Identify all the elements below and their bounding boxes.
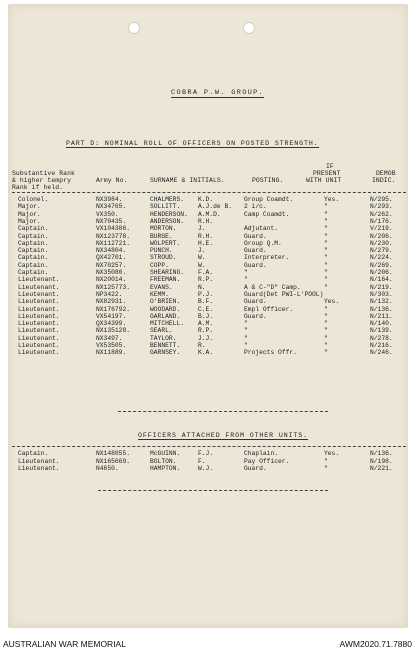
initials-cell: C.E.: [198, 305, 214, 313]
table-row: [8, 262, 408, 269]
table-row: [8, 327, 408, 334]
posting-cell: ": [244, 334, 248, 342]
rank-cell: Lieutenant.: [18, 327, 60, 335]
demob-cell: N/132.: [370, 298, 393, 306]
surname-cell: COPP.: [150, 261, 169, 269]
army-number-cell: NX176792.: [96, 305, 131, 313]
rank-cell: Captain.: [18, 239, 49, 247]
present-cell: Yes.: [324, 196, 340, 203]
surname-cell: SHEARING.: [150, 269, 185, 276]
initials-cell: R.: [198, 342, 206, 349]
rank-cell: Captain.: [18, 232, 49, 240]
rank-cell: Lieutenant.: [18, 320, 60, 328]
initials-cell: H.E.: [198, 239, 214, 247]
demob-cell: V/219.: [370, 225, 393, 233]
table-row: [8, 211, 408, 218]
demob-cell: N/224.: [370, 254, 393, 262]
present-cell: ": [324, 276, 328, 284]
initials-cell: R.H.: [198, 217, 214, 225]
present-cell: ": [324, 232, 328, 240]
initials-cell: W.: [198, 261, 206, 269]
rank-cell: Lieutenant.: [18, 283, 60, 291]
army-number-cell: QX34399.: [96, 320, 127, 328]
present-cell: ": [324, 305, 328, 313]
initials-cell: A.M.: [198, 320, 214, 328]
posting-cell: ": [244, 327, 248, 335]
demob-cell: N/139.: [370, 327, 393, 335]
initials-cell: B.J.: [198, 312, 214, 320]
demob-cell: N/216.: [370, 342, 393, 349]
present-cell: ": [324, 203, 328, 211]
table-row: [8, 298, 408, 305]
present-cell: ": [324, 269, 328, 276]
posting-cell: Group Q.M.: [244, 239, 282, 247]
posting-cell: Empl Officer.: [244, 305, 294, 313]
army-number-cell: NX125773.: [96, 283, 131, 291]
surname-cell: STROUD.: [150, 254, 177, 262]
posting-cell: Camp Coamdt.: [244, 210, 290, 218]
header-demob-2: INDIC.: [372, 177, 396, 184]
attached-heading: OFFICERS ATTACHED FROM OTHER UNITS.: [138, 432, 308, 439]
army-number-cell: NX123778.: [96, 232, 131, 240]
rank-cell: Lieutenant.: [18, 305, 60, 313]
rank-cell: Captain.: [18, 450, 49, 457]
surname-cell: KEMM.: [150, 290, 169, 298]
present-cell: ": [324, 320, 328, 328]
rank-cell: Major.: [18, 203, 41, 211]
demob-cell: N/176.: [370, 217, 393, 225]
posting-cell: Guard.: [244, 247, 267, 255]
army-number-cell: NP3422.: [96, 290, 123, 298]
army-number-cell: NX112721.: [96, 239, 131, 247]
initials-cell: F.J.: [198, 450, 214, 457]
army-number-cell: NX135128.: [96, 327, 131, 335]
posting-cell: Interpreter.: [244, 254, 290, 262]
surname-cell: BOLTON.: [150, 457, 177, 465]
table-row: [8, 313, 408, 320]
punch-hole: [243, 22, 255, 34]
surname-cell: WOODARD.: [150, 305, 181, 313]
rank-cell: Captain.: [18, 269, 49, 276]
initials-cell: R.P.: [198, 276, 214, 284]
rank-cell: Captain.: [18, 225, 49, 233]
header-present-3: WITH UNIT: [306, 177, 342, 184]
posting-cell: Guard.: [244, 232, 267, 240]
rank-cell: Captain.: [18, 254, 49, 262]
surname-cell: WOLPERT.: [150, 239, 181, 247]
army-number-cell: VX350.: [96, 210, 119, 218]
initials-cell: K.A.: [198, 349, 214, 357]
surname-cell: BURGE.: [150, 232, 173, 240]
initials-cell: F.: [198, 457, 206, 465]
army-number-cell: NX165669.: [96, 457, 131, 465]
present-cell: ": [324, 312, 328, 320]
posting-cell: Guard.: [244, 261, 267, 269]
present-cell: ": [324, 465, 328, 473]
present-cell: ": [324, 225, 328, 233]
army-number-cell: NX3984.: [96, 196, 123, 203]
rank-cell: Colonel.: [18, 196, 49, 203]
rank-cell: Major.: [18, 217, 41, 225]
army-number-cell: NX20014.: [96, 276, 127, 284]
end-divider: [98, 490, 328, 491]
footer-credit: AUSTRALIAN WAR MEMORIAL: [3, 639, 126, 649]
initials-cell: N.: [198, 283, 206, 291]
posting-cell: ": [244, 320, 248, 328]
rank-cell: Captain.: [18, 261, 49, 269]
demob-cell: N/221.: [370, 465, 393, 473]
initials-cell: A.M.D.: [198, 210, 221, 218]
surname-cell: BENNETT.: [150, 342, 181, 349]
army-number-cell: NX70435.: [96, 217, 127, 225]
table-row: [8, 225, 408, 232]
header-rank-3: Rank if held.: [12, 184, 64, 191]
rank-cell: Lieutenant.: [18, 457, 60, 465]
document-title: COBRA P.W. GROUP.: [171, 89, 265, 97]
initials-cell: J.: [198, 247, 206, 255]
demob-cell: N/303.: [370, 290, 393, 298]
rank-cell: Captain.: [18, 247, 49, 255]
attached-rule: [12, 446, 406, 447]
army-number-cell: VX53505.: [96, 342, 127, 349]
rank-cell: Lieutenant.: [18, 312, 60, 320]
table-row: [8, 203, 408, 210]
army-number-cell: NX148055.: [96, 450, 131, 457]
surname-cell: ANDERSON.: [150, 217, 185, 225]
header-rank-1: Substantive Rank: [12, 170, 75, 177]
army-number-cell: NX34804.: [96, 247, 127, 255]
footer-accession-number: AWM2020.71.7880: [339, 639, 412, 649]
demob-cell: N/230.: [370, 239, 393, 247]
posting-cell: Projects Offr.: [244, 349, 297, 357]
demob-cell: N/279.: [370, 247, 393, 255]
surname-cell: MITCHELL.: [150, 320, 185, 328]
archive-footer: [0, 634, 418, 653]
surname-cell: CHALMERS.: [150, 196, 185, 203]
table-row: [8, 458, 408, 465]
initials-cell: K.D.: [198, 196, 214, 203]
demob-cell: N/198.: [370, 457, 393, 465]
table-row: [8, 465, 408, 472]
demob-cell: N/164.: [370, 276, 393, 284]
army-number-cell: NX3497.: [96, 334, 123, 342]
initials-cell: W.J.: [198, 465, 214, 473]
present-cell: Yes.: [324, 450, 340, 457]
present-cell: ": [324, 457, 328, 465]
table-row: [8, 335, 408, 342]
army-number-cell: NX11889.: [96, 349, 127, 357]
army-number-cell: NX34765.: [96, 203, 127, 211]
header-surname: SURNAME & INITIALS.: [150, 177, 225, 184]
table-row: [8, 269, 408, 276]
posting-cell: Pay Officer.: [244, 457, 290, 465]
demob-cell: N/136.: [370, 450, 393, 457]
initials-cell: W.: [198, 254, 206, 262]
surname-cell: O'BRIEN.: [150, 298, 181, 306]
posting-cell: Guard.: [244, 465, 267, 473]
posting-cell: Guard.: [244, 298, 267, 306]
demob-cell: N/269.: [370, 261, 393, 269]
posting-cell: Guard.: [244, 312, 267, 320]
initials-cell: J.J.: [198, 334, 214, 342]
surname-cell: HAMPTON.: [150, 465, 181, 473]
table-row: [8, 240, 408, 247]
posting-cell: ": [244, 276, 248, 284]
demob-cell: N/136.: [370, 305, 393, 313]
posting-cell: ": [244, 269, 248, 276]
initials-cell: B.F.: [198, 298, 214, 306]
army-number-cell: NX35080.: [96, 269, 127, 276]
present-cell: ": [324, 334, 328, 342]
surname-cell: SOLLITT.: [150, 203, 181, 211]
army-number-cell: QX42701.: [96, 254, 127, 262]
rank-cell: Lieutenant.: [18, 290, 60, 298]
demob-cell: N/206.: [370, 232, 393, 240]
table-row: [8, 306, 408, 313]
army-number-cell: VX54197.: [96, 312, 127, 320]
rank-cell: Lieutenant.: [18, 298, 60, 306]
header-present-2: PRESENT: [313, 170, 341, 177]
demob-cell: N/295.: [370, 196, 393, 203]
initials-cell: A.J.de B.: [198, 203, 233, 211]
header-rule: [12, 192, 406, 193]
rank-cell: Lieutenant.: [18, 342, 60, 349]
posting-cell: A & C-"D" Camp.: [244, 283, 301, 291]
demob-cell: N/246.: [370, 349, 393, 357]
initials-cell: F.A.: [198, 269, 214, 276]
header-army-no: Army No.: [96, 177, 128, 184]
posting-cell: ": [244, 342, 248, 349]
table-row: [8, 291, 408, 298]
table-row: [8, 342, 408, 349]
table-row: [8, 320, 408, 327]
header-present-1: IF: [326, 163, 334, 170]
surname-cell: FREEMAN.: [150, 276, 181, 284]
present-cell: ": [324, 261, 328, 269]
demob-cell: N/140.: [370, 320, 393, 328]
document-page: [8, 4, 408, 628]
demob-cell: N/206.: [370, 269, 393, 276]
surname-cell: SEARL.: [150, 327, 173, 335]
rank-cell: Lieutenant.: [18, 349, 60, 357]
present-cell: ": [324, 327, 328, 335]
present-cell: ": [324, 217, 328, 225]
posting-cell: Adjutant.: [244, 225, 279, 233]
present-cell: ": [324, 349, 328, 357]
rank-cell: Lieutenant.: [18, 465, 60, 473]
table-row: [8, 276, 408, 283]
table-row: [8, 196, 408, 203]
table-row: [8, 450, 408, 457]
surname-cell: McGUINN.: [150, 450, 181, 457]
present-cell: ": [324, 283, 328, 291]
table-row: [8, 218, 408, 225]
table-row: [8, 233, 408, 240]
surname-cell: GARLAND.: [150, 312, 181, 320]
initials-cell: J.: [198, 225, 206, 233]
present-cell: ": [324, 254, 328, 262]
present-cell: ": [324, 210, 328, 218]
posting-cell: Guard(Det PWI-L'POOL): [244, 290, 324, 298]
initials-cell: R.H.: [198, 232, 214, 240]
surname-cell: EVANS.: [150, 283, 173, 291]
rank-cell: Major.: [18, 210, 41, 218]
part-heading: PART D: NOMINAL ROLL OF OFFICERS ON POSTED STRENGTH.: [66, 140, 319, 147]
section-divider: [118, 411, 328, 412]
header-posting: POSTING.: [252, 177, 284, 184]
posting-cell: Chaplain.: [244, 450, 279, 457]
posting-cell: 2 i/c.: [244, 203, 267, 211]
present-cell: Yes.: [324, 298, 340, 306]
initials-cell: R.P.: [198, 327, 214, 335]
initials-cell: P.J.: [198, 290, 214, 298]
posting-cell: Group Coamdt.: [244, 196, 294, 203]
surname-cell: MORTON.: [150, 225, 177, 233]
header-demob-1: DEMOB: [376, 170, 396, 177]
surname-cell: GARNSEY.: [150, 349, 181, 357]
present-cell: ": [324, 342, 328, 349]
table-row: [8, 284, 408, 291]
surname-cell: PUNCH.: [150, 247, 173, 255]
army-number-cell: NX82931.: [96, 298, 127, 306]
rank-cell: Lieutenant.: [18, 276, 60, 284]
demob-cell: N/278.: [370, 334, 393, 342]
header-rank-2: & higher tempry: [12, 177, 72, 184]
demob-cell: N/262.: [370, 210, 393, 218]
table-row: [8, 254, 408, 261]
table-row: [8, 247, 408, 254]
punch-hole: [128, 22, 140, 34]
table-row: [8, 349, 408, 356]
demob-cell: N/293.: [370, 203, 393, 211]
surname-cell: TAYLOR.: [150, 334, 177, 342]
demob-cell: N/211.: [370, 312, 393, 320]
rank-cell: Lieutenant.: [18, 334, 60, 342]
army-number-cell: NX70257.: [96, 261, 127, 269]
demob-cell: N/219.: [370, 283, 393, 291]
army-number-cell: N4650.: [96, 465, 119, 473]
surname-cell: HENDERSON.: [150, 210, 188, 218]
army-number-cell: VX104386.: [96, 225, 131, 233]
present-cell: ": [324, 247, 328, 255]
present-cell: ": [324, 239, 328, 247]
